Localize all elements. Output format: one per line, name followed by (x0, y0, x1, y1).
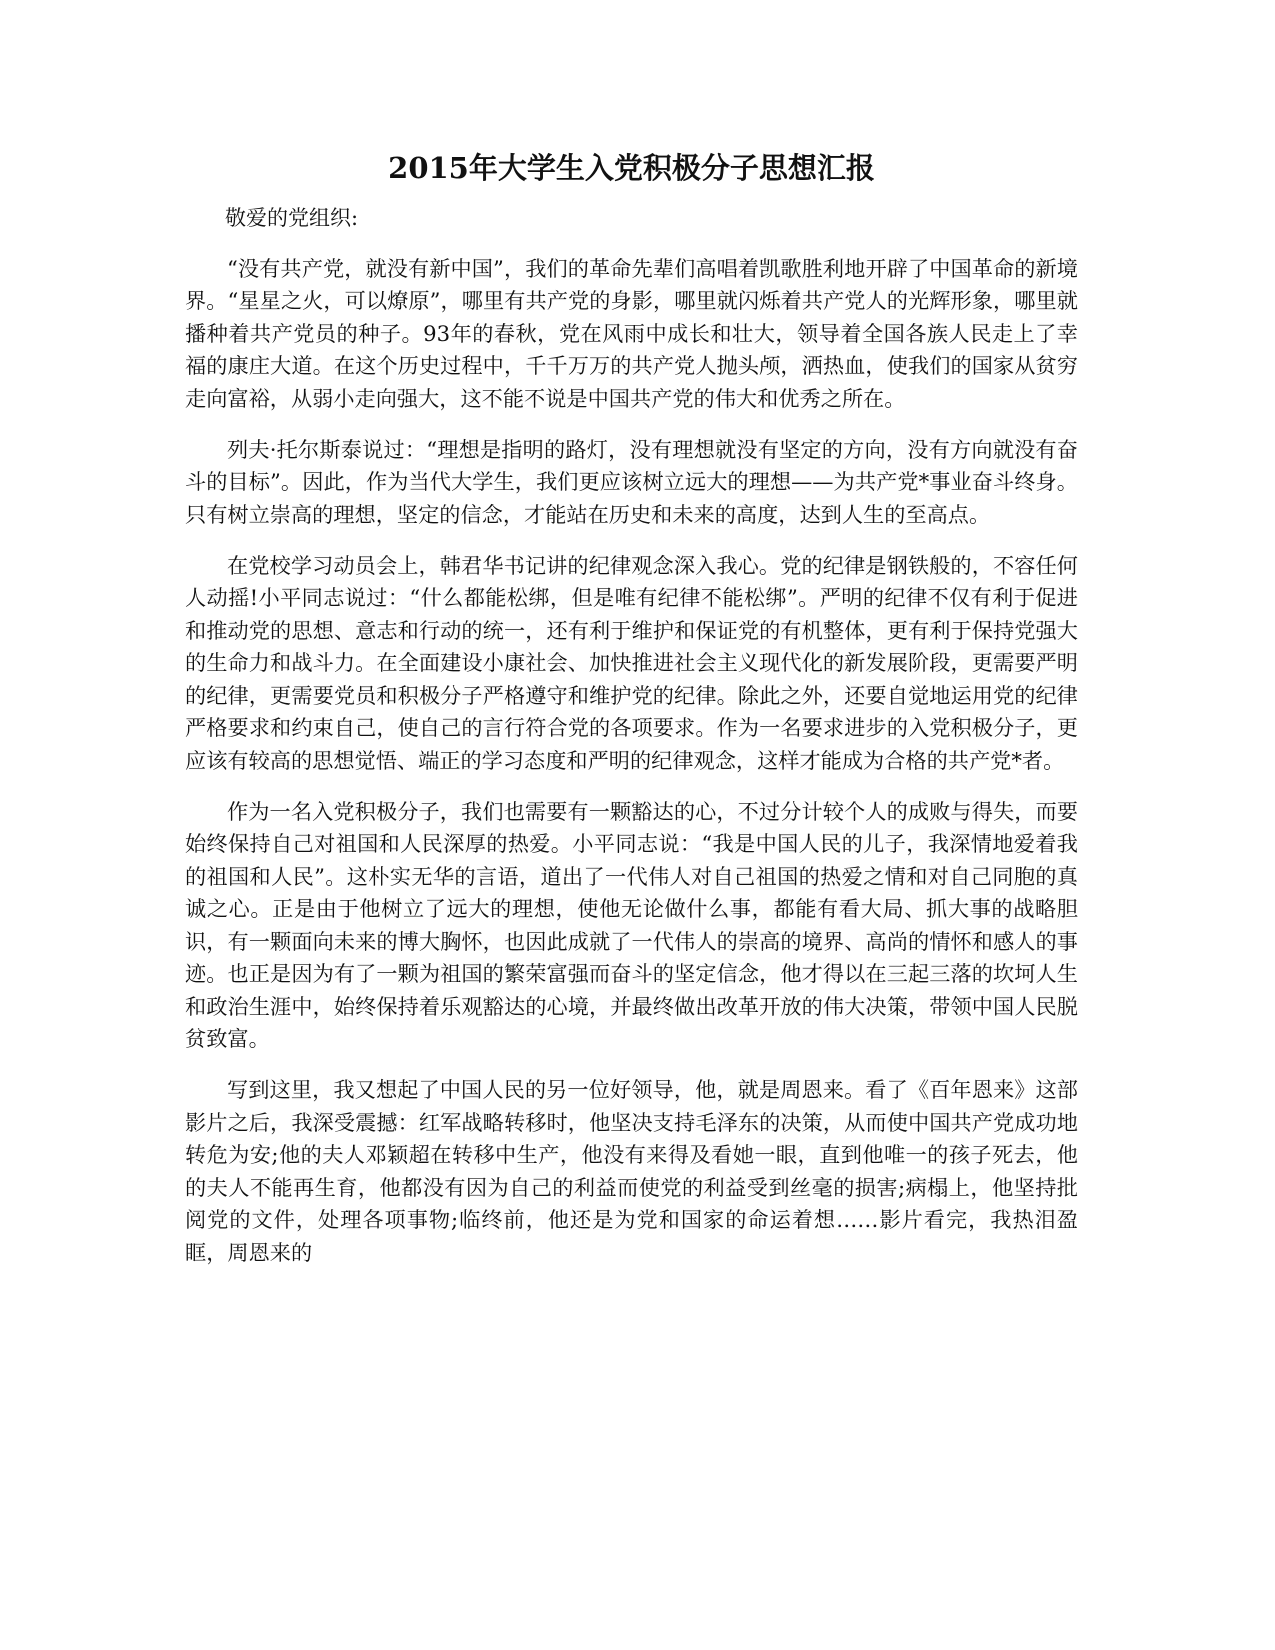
paragraph-4: 作为一名入党积极分子，我们也需要有一颗豁达的心，不过分计较个人的成败与得失，而要始终保持自己对祖国和人民深厚的热爱。小平同志说：“我是中国人民的儿子，我深情地爱着我的祖国和人民”。这朴实无华的言语，道出了一代伟人对自己祖国的热爱之情和对自己同胞的真诚之心。正是由于他树立了远大的理想，使他无论做什么事，都能有看大局、抓大事的战略胆识，有一颗面向未来的博大胸怀，也因此成就了一代伟人的崇高的境界、高尚的情怀和感人的事迹。也正是因为有了一颗为祖国的繁荣富强而奋斗的坚定信念，他才得以在三起三落的坎坷人生和政治生涯中，始终保持着乐观豁达的心境，并最终做出改革开放的伟大决策，带领中国人民脱贫致富。 (185, 798, 1078, 1051)
paragraph-5: 写到这里，我又想起了中国人民的另一位好领导，他，就是周恩来。看了《百年恩来》这部影片之后，我深受震撼：红军战略转移时，他坚决支持毛泽东的决策，从而使中国共产党成功地转危为安;他的夫人邓颖超在转移中生产，他没有来得及看她一眼，直到他唯一的孩子死去，他的夫人不能再生育，他都没有因为自己的利益而使党的利益受到丝毫的损害;病榻上，他坚持批阅党的文件，处理各项事物;临终前，他还是为党和国家的命运着想……影片看完，我热泪盈眶，周恩来的 (185, 1077, 1078, 1265)
paragraph-2: 列夫·托尔斯泰说过：“理想是指明的路灯，没有理想就没有坚定的方向，没有方向就没有奋斗的目标”。因此，作为当代大学生，我们更应该树立远大的理想——为共产党*事业奋斗终身。只有树立崇高的理想，坚定的信念，才能站在历史和未来的高度，达到人生的至高点。 (185, 436, 1078, 527)
paragraph-3: 在党校学习动员会上，韩君华书记讲的纪律观念深入我心。党的纪律是钢铁般的，不容任何人动摇!小平同志说过：“什么都能松绑，但是唯有纪律不能松绑”。严明的纪律不仅有利于促进和推动党的思想、意志和行动的统一，还有利于维护和保证党的有机整体，更有利于保持党强大的生命力和战斗力。在全面建设小康社会、加快推进社会主义现代化的新发展阶段，更需要严明的纪律，更需要党员和积极分子严格遵守和维护党的纪律。除此之外，还要自觉地运用党的纪律严格要求和约束自己，使自己的言行符合党的各项要求。作为一名要求进步的入党积极分子，更应该有较高的思想觉悟、端正的学习态度和严明的纪律观念，这样才能成为合格的共产党*者。 (185, 552, 1078, 773)
document-title: 2015年大学生入党积极分子思想汇报 (388, 151, 875, 185)
salutation: 敬爱的党组织: (225, 206, 359, 230)
paragraph-1: “没有共产党，就没有新中国”，我们的革命先辈们高唱着凯歌胜利地开辟了中国革命的新境界。“星星之火，可以燎原”，哪里有共产党的身影，哪里就闪烁着共产党人的光辉形象，哪里就播种着共产党员的种子。93年的春秋，党在风雨中成长和壮大，领导着全国各族人民走上了幸福的康庄大道。在这个历史过程中，千千万万的共产党人抛头颅，洒热血，使我们的国家从贫穷走向富裕，从弱小走向强大，这不能不说是中国共产党的伟大和优秀之所在。 (185, 255, 1078, 411)
document-page (185, 148, 1078, 1288)
